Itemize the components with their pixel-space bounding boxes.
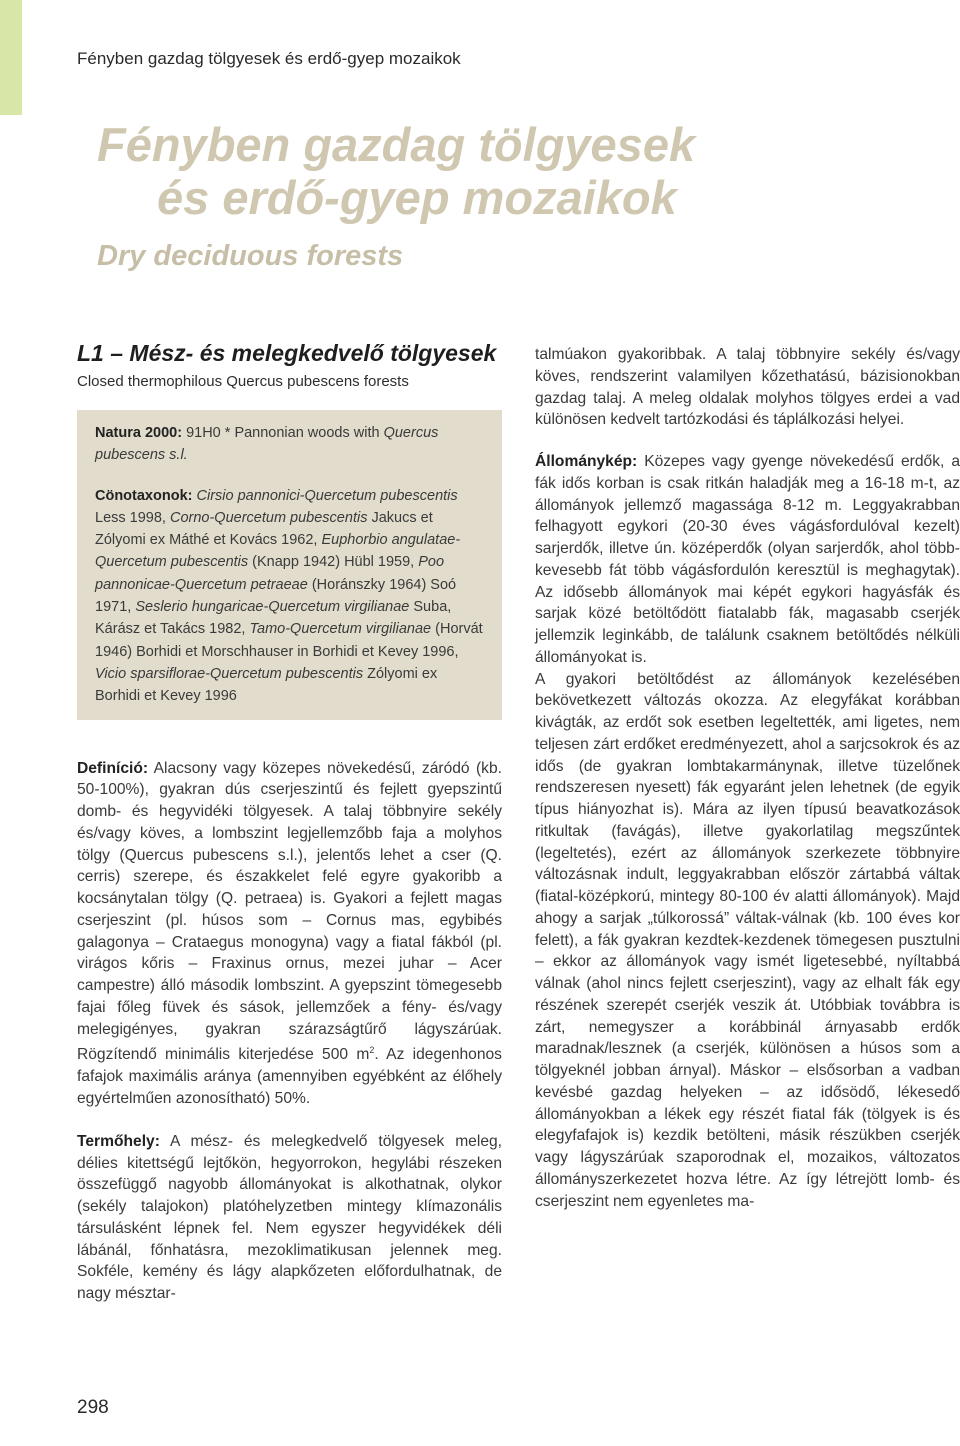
section-title: L1 – Mész- és melegkedvelő tölgyesek	[77, 340, 497, 366]
cenotaxon-author: Less 1998,	[95, 509, 170, 526]
cenotaxon-author: Jakucs et Zólyomi ex Máthé et Kovács 1962,	[95, 509, 433, 549]
habitat-label: Termőhely:	[77, 1132, 160, 1150]
stand-structure-label: Állománykép:	[535, 453, 638, 470]
definition-label: Definíció:	[77, 759, 149, 777]
cenotaxon-name: Cirsio pannonici-Quercetum pubescentis	[196, 487, 458, 504]
chapter-title-line-1: Fényben gazdag tölgyesek	[97, 118, 696, 171]
definition-text-end: . Az idegenhonos fafajok maximális aránya (amennyiben egyébként az élőhely egyértelműen azonosítható) 50%.	[77, 1046, 502, 1107]
section-subtitle: Closed thermophilous Quercus pubescens forests	[77, 373, 409, 390]
left-column	[77, 340, 502, 1305]
cenotaxon-name: Vicio sparsiflorae-Quercetum pubescentis	[95, 665, 364, 682]
definition-paragraph	[77, 758, 502, 1110]
cenotaxon-author: (Horvát 1946) Borhidi et Morschhauser in Borhidi et Kevey 1996,	[95, 621, 483, 660]
cenotaxa-paragraph	[95, 485, 484, 708]
cenotaxon-name: Seslerio hungaricae-Quercetum virgilianae	[135, 599, 410, 616]
cenotaxon-author: (Knapp 1942) Hübl 1959,	[248, 554, 419, 571]
cenotaxon-name: Corno-Quercetum pubescentis	[169, 509, 368, 526]
cenotaxon-name: Poo pannonicae-Quercetum petraeae	[95, 554, 445, 593]
cenotaxon-name: Tamo-Quercetum virgilianae	[249, 621, 432, 638]
definition-text: Alacsony vagy közepes növekedésű, záródó (kb. 50-100%), gyakran dús cserjeszintű és fejlett gyepszintű domb- és hegyvidéki tölgyesek. A talaj többnyire sekély és/vagy köves, a lombszint legjellemzőbb faja a molyhos tölgy (Quercus pubescens s.l.), jelentős lehet a cser (Q. cerris) szerepe, és északkelet felé egyre gyakoribb a kocsánytalan tölgy (Q. petraea) is. Gyakori a fejlett magas cserjeszint (pl. húsos som – Cornus mas, egybibés galagonya – Crataegus monogyna) vagy a fiatal fákból (pl. virágos kőris – Fraxinus ornus, mezei juhar – Acer campestre) álló második lombszint. A gyepszint tömegesebb fajai főleg füvek és sások, jellemzőek a fény- és/vagy melegigényes, gyakran szárazságtűrő lágyszárúak. Rögzítendő minimális kiterjedése 500 m	[77, 759, 502, 1064]
cenotaxa-label: Cönotaxonok:	[95, 487, 193, 504]
cenotaxon-name: Euphorbio angulatae-Quercetum pubescentis	[95, 532, 461, 571]
natura-label: Natura 2000:	[95, 425, 183, 441]
stand-structure-paragraph	[535, 451, 960, 669]
natura-info-box	[77, 410, 502, 720]
cenotaxon-author: Suba, Kárász et Takács 1982,	[95, 599, 452, 638]
habitat-continuation: talmúakon gyakoribbak. A talaj többnyire sekély és/vagy köves, rendszerint valamilyen kőzethatású, bázisionokban gazdag talaj. A meleg oldalak molyhos tölgyes erdei a vad különösen kedvelt tartózkodási és táplálkozási helyei.	[535, 346, 960, 429]
natura-paragraph	[95, 422, 484, 467]
right-column	[535, 344, 960, 1212]
page-number: 298	[77, 1397, 109, 1418]
chapter-tab-marker	[0, 0, 22, 115]
cenotaxon-author: (Horánszky 1964) Soó 1971,	[95, 576, 457, 616]
chapter-title	[97, 118, 695, 224]
natura-text: 91H0 * Pannonian woods with	[182, 425, 384, 441]
habitat-text: A mész- és melegkedvelő tölgyesek meleg, délies kitettségű lejtőkön, hegyorrokon, hegylábi részeken összefüggő nagyobb állományokat is alkothatnak, olykor (sekély talajokon) platóhelyzetben mintegy klímazonális társulásként lépnek fel. Nem egyszer hegyvidékek déli lábánál, főnhatásra, mezoklimatikusan jelennek meg. Sokféle, kemény és lágy alapkőzeten előfordulhatnak, de nagy mésztar-	[77, 1132, 502, 1302]
chapter-title-line-2: és erdő-gyep mozaikok	[157, 171, 677, 224]
stand-structure-text: Közepes vagy gyenge növekedésű erdők, a fák idős korban is csak ritkán haladják meg a 16-18 m-t, az állományok jellemző magassága 8-12 m. Leggyakrabban felhagyott egykori (20-30 éves vágásfordulóval kezelt) sarjerdők, illetve ún. középerdők (olyan sarjerdők, ahol több-kevesebb fát több vágásfordulón keresztül is meghagytak). Az idősebb állományok mai képét egykori hagyásfák és sarjak közé betöltődött fiatalabb fák, magasabb cserjék jellemzik leginkább, de találunk csaknem betöltődés nélküli állományokat is.	[535, 453, 960, 666]
cenotaxon-author: Zólyomi ex Borhidi et Kevey 1996	[95, 665, 438, 705]
superscript-2: 2	[369, 1045, 375, 1056]
natura-species: Quercus pubescens s.l.	[95, 425, 439, 464]
stand-structure-paragraph-2: A gyakori betöltődést az állományok kezelésében bekövetkezett változás okozza. Az elegyfákat korábban kivágták, az erdőt sok esetben legeltették, ami ligetes, nem teljesen zárt erdőket eredményezett, ahol a sarjcsokrok és az idős (de gyakran lombtakarmánynak, illetve tüzelőnek rendszeresen nyesett) fák egyaránt jelen lehetnek (de egyik típus hiányozhat is). Mára az ilyen típusú beavatkozások ritkultak (favágás), illetve gyakorlatilag megszűntek (legeltetés), ezért az állományok szerkezete többnyire változásnak indult, leggyakrabban először zártabbá váltak (fiatal-középkorú, mintegy 80-100 év alatti állományok). Majd ahogy a sarjak „túlkorossá” váltak-válnak (kb. 100 éves kor felett), a fák gyakran kezdtek-kezdenek tömegesen pusztulni – ekkor az állományok vagy ismét ligetesebbé, nyíltabbá válnak (ahol nincs fejlett cserjeszint), vagy az elhalt fák egy részének szerepét cserjék veszik át. Utóbbiak továbbra is zárt, nemegyszer a korábbinál árnyasabb erdők maradnak/lesznek (a cserjék, különösen a húsos som a tölgyeknél jobban árnyal). Máskor – elsősorban a vadban kevésbé gazdag helyeken – az idősödő, lékesedő állományokban a lékek egy részét fiatal fák (tölgyek is és elegyfafajok is) kezdik betölteni, másik részükben cserjék vagy lágyszárúak szaporodnak el, mozaikos, változatos állományszerkezetet hozva létre. Az így létrejött lomb- és cserjeszint nem egyenletes ma-	[535, 670, 960, 1210]
running-header: Fényben gazdag tölgyesek és erdő-gyep mozaikok	[77, 49, 461, 68]
chapter-subtitle: Dry deciduous forests	[97, 240, 404, 272]
habitat-paragraph	[77, 1131, 502, 1305]
